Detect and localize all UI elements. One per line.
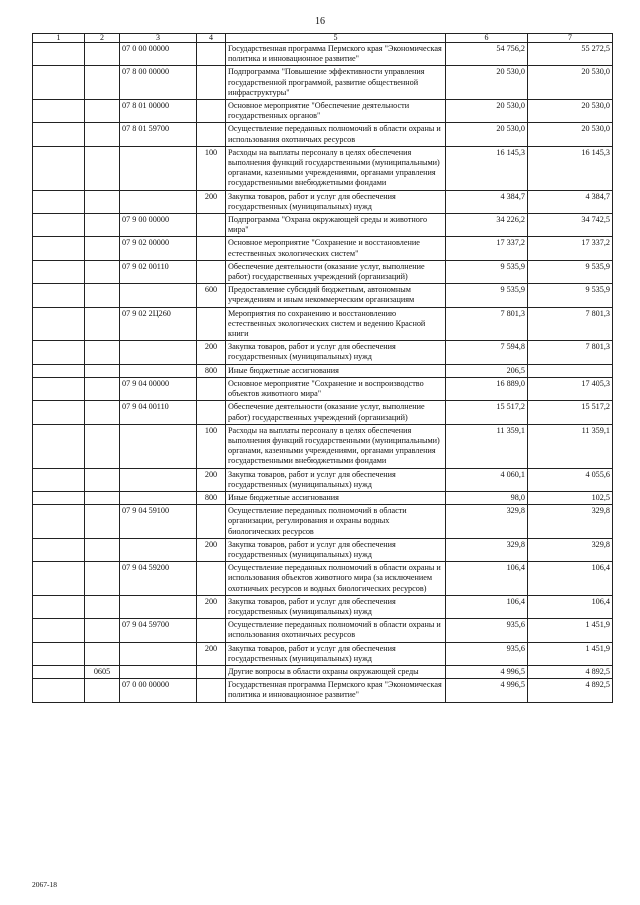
cell-amount-col6: 106,4 (446, 562, 528, 596)
cell-section-code (85, 237, 120, 260)
cell-col1 (33, 619, 85, 642)
table-row (33, 364, 613, 377)
cell-section-code: 0605 (85, 665, 120, 678)
cell-section-code (85, 377, 120, 400)
cell-expense-type (197, 260, 226, 283)
column-header: 6 (446, 34, 528, 43)
cell-expense-type (197, 100, 226, 123)
table-row (33, 538, 613, 561)
cell-amount-col7: 11 359,1 (528, 424, 613, 468)
column-header: 1 (33, 34, 85, 43)
table-row (33, 307, 613, 341)
cell-amount-col7: 20 530,0 (528, 100, 613, 123)
cell-expense-type (197, 665, 226, 678)
cell-section-code (85, 284, 120, 307)
cell-section-code (85, 491, 120, 504)
cell-section-code (85, 190, 120, 213)
cell-amount-col7: 17 405,3 (528, 377, 613, 400)
cell-description: Иные бюджетные ассигнования (226, 364, 446, 377)
cell-amount-col6: 4 060,1 (446, 468, 528, 491)
cell-amount-col7: 329,8 (528, 538, 613, 561)
cell-amount-col7: 4 055,6 (528, 468, 613, 491)
cell-amount-col6: 34 226,2 (446, 214, 528, 237)
cell-description: Обеспечение деятельности (оказание услуг, выполнение работ) государственных учреждений (организаций) (226, 260, 446, 283)
cell-expense-type (197, 505, 226, 539)
cell-amount-col6: 329,8 (446, 538, 528, 561)
cell-section-code (85, 146, 120, 190)
cell-amount-col6: 106,4 (446, 595, 528, 618)
cell-target-article (120, 491, 197, 504)
table-row (33, 642, 613, 665)
cell-target-article: 07 9 04 59100 (120, 505, 197, 539)
cell-expense-type (197, 214, 226, 237)
cell-col1 (33, 260, 85, 283)
cell-expense-type: 200 (197, 595, 226, 618)
cell-section-code (85, 468, 120, 491)
cell-expense-type (197, 43, 226, 66)
cell-col1 (33, 43, 85, 66)
cell-col1 (33, 642, 85, 665)
cell-col1 (33, 401, 85, 424)
cell-col1 (33, 284, 85, 307)
cell-target-article (120, 424, 197, 468)
cell-description: Основное мероприятие "Обеспечение деятельности государственных органов" (226, 100, 446, 123)
cell-expense-type: 200 (197, 468, 226, 491)
cell-col1 (33, 237, 85, 260)
cell-col1 (33, 377, 85, 400)
cell-amount-col6: 98,0 (446, 491, 528, 504)
cell-col1 (33, 214, 85, 237)
table-row (33, 424, 613, 468)
cell-target-article (120, 364, 197, 377)
column-header: 4 (197, 34, 226, 43)
cell-description: Государственная программа Пермского края "Экономическая политика и инновационное развитие" (226, 43, 446, 66)
cell-section-code (85, 43, 120, 66)
table-row (33, 679, 613, 702)
cell-section-code (85, 505, 120, 539)
cell-target-article: 07 9 04 00110 (120, 401, 197, 424)
cell-target-article (120, 595, 197, 618)
cell-section-code (85, 538, 120, 561)
cell-col1 (33, 364, 85, 377)
cell-amount-col6: 7 594,8 (446, 341, 528, 364)
cell-amount-col6: 20 530,0 (446, 66, 528, 100)
cell-amount-col6: 4 384,7 (446, 190, 528, 213)
table-row (33, 123, 613, 146)
cell-description: Предоставление субсидий бюджетным, автономным учреждениям и иным некоммерческим организациям (226, 284, 446, 307)
cell-description: Подпрограмма "Охрана окружающей среды и животного мира" (226, 214, 446, 237)
cell-description: Закупка товаров, работ и услуг для обеспечения государственных (муниципальных) нужд (226, 190, 446, 213)
cell-col1 (33, 679, 85, 702)
cell-description: Обеспечение деятельности (оказание услуг, выполнение работ) государственных учреждений (организаций) (226, 401, 446, 424)
cell-description: Осуществление переданных полномочий в области организации, регулирования и охраны водных биологических ресурсов (226, 505, 446, 539)
cell-target-article (120, 341, 197, 364)
table-row (33, 619, 613, 642)
cell-amount-col6: 16 145,3 (446, 146, 528, 190)
cell-amount-col7: 1 451,9 (528, 619, 613, 642)
column-header: 7 (528, 34, 613, 43)
table-row (33, 595, 613, 618)
cell-target-article: 07 0 00 00000 (120, 43, 197, 66)
cell-description: Расходы на выплаты персоналу в целях обеспечения выполнения функций государственными (муниципальными) органами, казенными учреждениями, органами управления государственными внебюджетными фондами (226, 146, 446, 190)
cell-col1 (33, 665, 85, 678)
cell-target-article: 07 8 00 00000 (120, 66, 197, 100)
cell-description: Иные бюджетные ассигнования (226, 491, 446, 504)
cell-amount-col7: 34 742,5 (528, 214, 613, 237)
cell-expense-type (197, 377, 226, 400)
cell-amount-col7: 20 530,0 (528, 66, 613, 100)
cell-section-code (85, 100, 120, 123)
cell-amount-col7: 16 145,3 (528, 146, 613, 190)
cell-amount-col7: 7 801,3 (528, 307, 613, 341)
cell-target-article: 07 9 02 00000 (120, 237, 197, 260)
column-header: 3 (120, 34, 197, 43)
cell-target-article: 07 0 00 00000 (120, 679, 197, 702)
cell-section-code (85, 123, 120, 146)
cell-target-article (120, 284, 197, 307)
cell-col1 (33, 562, 85, 596)
cell-expense-type: 800 (197, 364, 226, 377)
cell-amount-col6: 4 996,5 (446, 665, 528, 678)
cell-amount-col7: 4 892,5 (528, 679, 613, 702)
table-row (33, 260, 613, 283)
cell-description: Государственная программа Пермского края "Экономическая политика и инновационное развитие" (226, 679, 446, 702)
cell-expense-type: 800 (197, 491, 226, 504)
cell-description: Осуществление переданных полномочий в области охраны и использования охотничьих ресурсов (226, 123, 446, 146)
cell-col1 (33, 100, 85, 123)
cell-amount-col6: 15 517,2 (446, 401, 528, 424)
cell-expense-type (197, 66, 226, 100)
cell-section-code (85, 214, 120, 237)
cell-target-article (120, 190, 197, 213)
cell-col1 (33, 307, 85, 341)
cell-col1 (33, 66, 85, 100)
cell-expense-type (197, 619, 226, 642)
cell-expense-type: 100 (197, 424, 226, 468)
table-row (33, 190, 613, 213)
table-row (33, 284, 613, 307)
cell-description: Осуществление переданных полномочий в области охраны и использования охотничьих ресурсов (226, 619, 446, 642)
cell-amount-col7: 329,8 (528, 505, 613, 539)
page-number: 16 (315, 16, 325, 27)
cell-expense-type: 200 (197, 538, 226, 561)
cell-amount-col6: 4 996,5 (446, 679, 528, 702)
cell-expense-type (197, 237, 226, 260)
cell-amount-col7: 106,4 (528, 562, 613, 596)
cell-section-code (85, 66, 120, 100)
table-row (33, 43, 613, 66)
cell-description: Закупка товаров, работ и услуг для обеспечения государственных (муниципальных) нужд (226, 538, 446, 561)
cell-amount-col6: 329,8 (446, 505, 528, 539)
cell-target-article: 07 8 01 00000 (120, 100, 197, 123)
cell-amount-col6: 935,6 (446, 642, 528, 665)
cell-target-article (120, 642, 197, 665)
table-row (33, 100, 613, 123)
cell-section-code (85, 364, 120, 377)
cell-col1 (33, 505, 85, 539)
column-header: 2 (85, 34, 120, 43)
table-row (33, 146, 613, 190)
cell-section-code (85, 260, 120, 283)
cell-expense-type (197, 307, 226, 341)
cell-target-article: 07 9 00 00000 (120, 214, 197, 237)
cell-amount-col7 (528, 364, 613, 377)
cell-expense-type: 200 (197, 190, 226, 213)
cell-col1 (33, 491, 85, 504)
cell-col1 (33, 595, 85, 618)
cell-expense-type: 600 (197, 284, 226, 307)
column-header: 5 (226, 34, 446, 43)
cell-amount-col7: 17 337,2 (528, 237, 613, 260)
cell-section-code (85, 619, 120, 642)
cell-amount-col6: 935,6 (446, 619, 528, 642)
table-row (33, 214, 613, 237)
cell-expense-type (197, 562, 226, 596)
cell-col1 (33, 123, 85, 146)
table-row (33, 66, 613, 100)
cell-description: Другие вопросы в области охраны окружающей среды (226, 665, 446, 678)
cell-amount-col6: 16 889,0 (446, 377, 528, 400)
cell-target-article: 07 9 04 59200 (120, 562, 197, 596)
table-row (33, 237, 613, 260)
cell-amount-col7: 15 517,2 (528, 401, 613, 424)
cell-section-code (85, 679, 120, 702)
cell-target-article (120, 146, 197, 190)
cell-amount-col7: 4 384,7 (528, 190, 613, 213)
cell-amount-col7: 20 530,0 (528, 123, 613, 146)
cell-section-code (85, 642, 120, 665)
cell-expense-type: 100 (197, 146, 226, 190)
cell-target-article: 07 9 02 00110 (120, 260, 197, 283)
cell-target-article (120, 665, 197, 678)
table-row (33, 377, 613, 400)
cell-amount-col6: 20 530,0 (446, 123, 528, 146)
cell-amount-col6: 9 535,9 (446, 284, 528, 307)
column-number-row (33, 34, 613, 43)
table-row (33, 505, 613, 539)
cell-amount-col6: 20 530,0 (446, 100, 528, 123)
cell-amount-col6: 206,5 (446, 364, 528, 377)
cell-col1 (33, 468, 85, 491)
cell-col1 (33, 424, 85, 468)
table-row (33, 341, 613, 364)
cell-amount-col7: 55 272,5 (528, 43, 613, 66)
cell-target-article: 07 9 04 59700 (120, 619, 197, 642)
cell-amount-col7: 4 892,5 (528, 665, 613, 678)
cell-expense-type: 200 (197, 341, 226, 364)
cell-amount-col7: 9 535,9 (528, 260, 613, 283)
cell-description: Основное мероприятие "Сохранение и восстановление естественных экологических систем" (226, 237, 446, 260)
cell-description: Основное мероприятие "Сохранение и воспроизводство объектов животного мира" (226, 377, 446, 400)
table-row (33, 468, 613, 491)
cell-expense-type (197, 679, 226, 702)
cell-section-code (85, 401, 120, 424)
cell-section-code (85, 562, 120, 596)
cell-col1 (33, 341, 85, 364)
cell-amount-col6: 54 756,2 (446, 43, 528, 66)
cell-section-code (85, 307, 120, 341)
cell-target-article (120, 468, 197, 491)
table-row (33, 401, 613, 424)
cell-target-article: 07 8 01 59700 (120, 123, 197, 146)
cell-amount-col7: 102,5 (528, 491, 613, 504)
document-code: 2067-18 (32, 880, 57, 889)
cell-target-article (120, 538, 197, 561)
cell-col1 (33, 146, 85, 190)
cell-description: Закупка товаров, работ и услуг для обеспечения государственных (муниципальных) нужд (226, 595, 446, 618)
cell-col1 (33, 538, 85, 561)
cell-amount-col7: 1 451,9 (528, 642, 613, 665)
table-row (33, 562, 613, 596)
cell-section-code (85, 424, 120, 468)
cell-amount-col6: 9 535,9 (446, 260, 528, 283)
table-row (33, 491, 613, 504)
cell-col1 (33, 190, 85, 213)
cell-description: Закупка товаров, работ и услуг для обеспечения государственных (муниципальных) нужд (226, 468, 446, 491)
cell-expense-type: 200 (197, 642, 226, 665)
cell-target-article: 07 9 02 2Ц260 (120, 307, 197, 341)
cell-amount-col6: 7 801,3 (446, 307, 528, 341)
table-row (33, 665, 613, 678)
cell-section-code (85, 595, 120, 618)
cell-amount-col7: 106,4 (528, 595, 613, 618)
cell-description: Закупка товаров, работ и услуг для обеспечения государственных (муниципальных) нужд (226, 341, 446, 364)
cell-amount-col7: 7 801,3 (528, 341, 613, 364)
cell-description: Подпрограмма "Повышение эффективности управления государственной программой, развитие общественной инфраструктуры" (226, 66, 446, 100)
cell-description: Осуществление переданных полномочий в области охраны и использования объектов животного мира (за исключением охотничьих ресурсов и водных биологических ресурсов) (226, 562, 446, 596)
table-body (33, 43, 613, 703)
cell-expense-type (197, 401, 226, 424)
cell-expense-type (197, 123, 226, 146)
budget-table (32, 33, 613, 703)
cell-amount-col6: 11 359,1 (446, 424, 528, 468)
cell-description: Закупка товаров, работ и услуг для обеспечения государственных (муниципальных) нужд (226, 642, 446, 665)
cell-target-article: 07 9 04 00000 (120, 377, 197, 400)
cell-description: Расходы на выплаты персоналу в целях обеспечения выполнения функций государственными (муниципальными) органами, казенными учреждениями, органами управления государственными внебюджетными фондами (226, 424, 446, 468)
cell-amount-col7: 9 535,9 (528, 284, 613, 307)
cell-description: Мероприятия по сохранению и восстановлению естественных экологических систем и ведению Красной книги (226, 307, 446, 341)
cell-section-code (85, 341, 120, 364)
cell-amount-col6: 17 337,2 (446, 237, 528, 260)
